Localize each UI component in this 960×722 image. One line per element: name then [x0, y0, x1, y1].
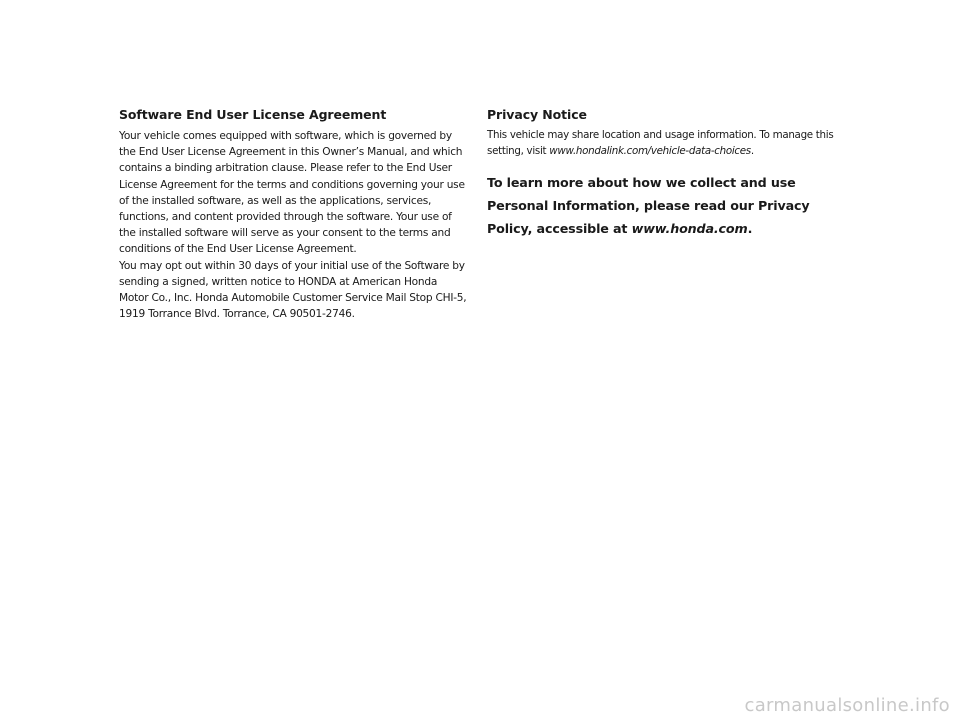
privacy-heading: Privacy Notice	[487, 107, 587, 122]
privacy-notice-prefix: This vehicle may share location and usage information. To manage this setting, visit	[487, 129, 834, 157]
privacy-policy-prefix: To learn more about how we collect and use Personal Information, please read our Privacy Policy, accessible at	[487, 175, 810, 237]
honda-com-link[interactable]: www.honda.com	[631, 221, 748, 237]
privacy-policy-suffix: .	[747, 221, 753, 237]
eula-heading: Software End User License Agreement	[119, 107, 387, 122]
privacy-policy-note	[487, 171, 837, 240]
eula-paragraph-2: You may opt out within 30 days of your initial use of the Software by sending a signed, written notice to HONDA at American Honda Motor Co., Inc. Honda Automobile Customer Service Mail Stop CHI-5, 1919 Torrance Blvd. Torrance, CA 90501-2746.	[119, 259, 467, 321]
eula-paragraph-1: Your vehicle comes equipped with software, which is governed by the End User License Agreement in this Owner’s Manual, and which contains a binding arbitration clause. Please refer to the End User License Agreement for the terms and conditions governing your use of the installed software, as well as the applications, services, functions, and content provided through the software. Your use of the installed software will serve as your consent to the terms and conditions of the End User License Agreement.	[119, 130, 465, 256]
privacy-notice-text	[487, 128, 837, 159]
privacy-notice-suffix: .	[750, 144, 754, 157]
vehicle-data-choices-link[interactable]: www.hondalink.com/vehicle-data-choices	[549, 144, 751, 157]
site-watermark: carmanualsonline.info	[744, 695, 950, 716]
privacy-section	[487, 107, 837, 240]
eula-section	[119, 107, 467, 322]
